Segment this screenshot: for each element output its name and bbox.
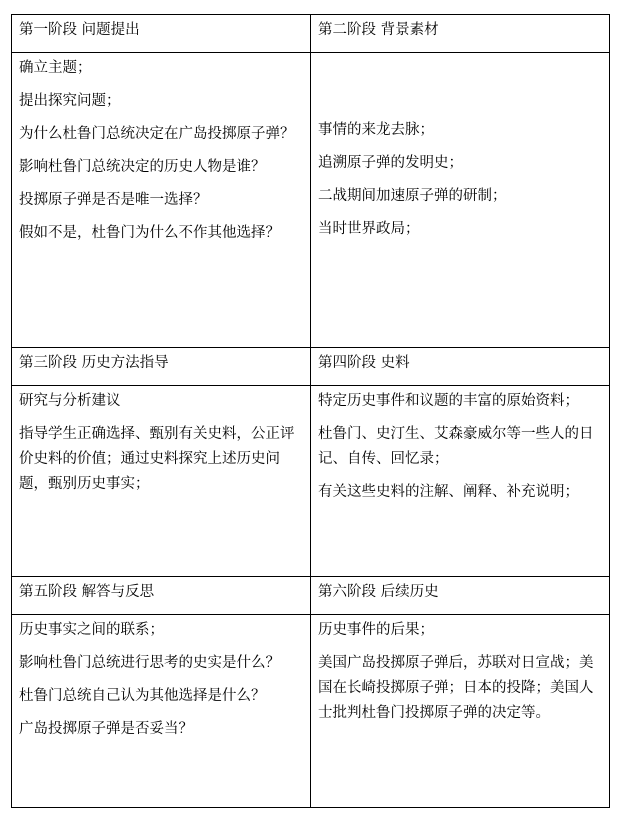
stage-5-content xyxy=(12,615,311,808)
stage-6-line: 美国广岛投掷原子弹后，苏联对日宣战；美国在长崎投掷原子弹；日本的投降；美国人士批判杜鲁门投掷原子弹的决定等。 xyxy=(318,655,594,721)
stage-1-line: 为什么杜鲁门总统决定在广岛投掷原子弹？ xyxy=(19,126,295,142)
stage-4-title: 第四阶段 史料 xyxy=(311,348,610,386)
stage-1-line: 影响杜鲁门总统决定的历史人物是谁？ xyxy=(19,159,266,175)
stage-4-line: 特定历史事件和议题的丰富的原始资料； xyxy=(318,393,579,409)
table-row xyxy=(12,15,610,53)
stage-1-line: 确立主题； xyxy=(19,60,92,76)
stage-5-title: 第五阶段 解答与反思 xyxy=(12,577,311,615)
stage-4-content xyxy=(311,386,610,577)
table-row xyxy=(12,577,610,615)
stage-2-line: 事情的来龙去脉； xyxy=(318,122,434,138)
stage-1-line: 提出探究问题； xyxy=(19,93,121,109)
stage-1-title: 第一阶段 问题提出 xyxy=(12,15,311,53)
stages-table xyxy=(11,14,610,808)
stage-3-line: 指导学生正确选择、甄别有关史料，公正评价史料的价值；通过史料探究上述历史问题，甄别历史事实； xyxy=(19,426,295,492)
stage-3-title: 第三阶段 历史方法指导 xyxy=(12,348,311,386)
stage-5-line: 杜鲁门总统自己认为其他选择是什么？ xyxy=(19,688,266,704)
stage-6-line: 历史事件的后果； xyxy=(318,622,434,638)
stage-3-line: 研究与分析建议 xyxy=(19,393,121,409)
table-row xyxy=(12,386,610,577)
stage-2-line: 当时世界政局； xyxy=(318,221,420,237)
stage-2-content xyxy=(311,53,610,348)
stage-2-title: 第二阶段 背景素材 xyxy=(311,15,610,53)
stage-5-line: 影响杜鲁门总统进行思考的史实是什么？ xyxy=(19,655,280,671)
table-row xyxy=(12,348,610,386)
stage-1-line: 投掷原子弹是否是唯一选择？ xyxy=(19,192,208,208)
stage-2-line: 追溯原子弹的发明史； xyxy=(318,155,463,171)
table-row xyxy=(12,615,610,808)
stage-4-line: 杜鲁门、史汀生、艾森豪威尔等一些人的日记、自传、回忆录； xyxy=(318,426,594,467)
stage-6-content xyxy=(311,615,610,808)
stage-5-line: 历史事实之间的联系； xyxy=(19,622,164,638)
stage-1-line: 假如不是，杜鲁门为什么不作其他选择？ xyxy=(19,225,280,241)
stage-6-title: 第六阶段 后续历史 xyxy=(311,577,610,615)
stage-4-line: 有关这些史料的注解、阐释、补充说明； xyxy=(318,484,579,500)
stage-1-content xyxy=(12,53,311,348)
stage-5-line: 广岛投掷原子弹是否妥当？ xyxy=(19,721,193,737)
table-row xyxy=(12,53,610,348)
stage-2-line: 二战期间加速原子弹的研制； xyxy=(318,188,507,204)
stage-3-content xyxy=(12,386,311,577)
